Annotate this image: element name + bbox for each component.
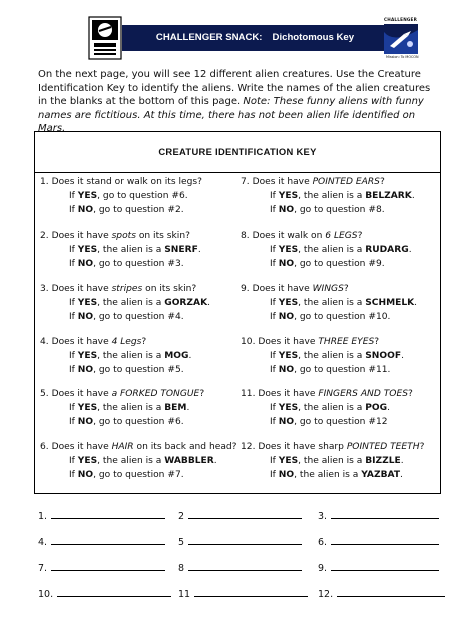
answer-blank-line[interactable] (337, 595, 445, 597)
challenger-logo-subcaption: Mission: To MOCON (386, 55, 419, 59)
question-number: 8. (241, 231, 253, 241)
no-label: NO (77, 205, 94, 215)
no-line (241, 363, 404, 377)
note-text: These funny aliens with funny names are fictitious. At this time, there has not been alien life identified on Mars. (38, 96, 424, 134)
alien-name: SCHMELK (365, 298, 415, 308)
question-number: 5. (40, 389, 52, 399)
answer-blank-line[interactable] (194, 595, 308, 597)
question-line (40, 229, 201, 243)
title-banner (122, 25, 384, 69)
alien-name: POG (365, 403, 388, 413)
intro-text: On the next page, you will see 12 different alien creatures. Use the Creature Identification Key to identify the aliens. Write the names of the alien creatures in the blanks at the bottom of this page. (38, 69, 431, 107)
yes-text: , the alien is a (298, 351, 366, 361)
key-question (241, 282, 417, 324)
if-word: If (69, 417, 78, 427)
question-text: Does it have (51, 389, 112, 399)
answer-blank-line[interactable] (188, 543, 302, 545)
alien-name: SNOOF (365, 351, 402, 361)
yes-text: , the alien is a (298, 456, 366, 466)
question-text: Does it have sharp (258, 442, 347, 452)
if-word: If (69, 470, 78, 480)
answer-blank-line[interactable] (188, 569, 302, 571)
yes-line (40, 243, 201, 257)
no-label: NO (77, 259, 94, 269)
period: . (186, 403, 190, 413)
yes-text: , the alien is a (97, 298, 165, 308)
no-label: NO (278, 365, 295, 375)
question-number: 11. (241, 389, 259, 399)
yes-line (40, 189, 202, 203)
yes-text: , the alien is a (97, 351, 165, 361)
answer-blank-line[interactable] (51, 543, 165, 545)
answer-blank-line[interactable] (331, 543, 439, 545)
period: . (401, 351, 404, 361)
if-word: If (69, 259, 78, 269)
answer-field[interactable] (178, 563, 302, 574)
question-line (241, 229, 412, 243)
if-word: If (270, 205, 279, 215)
question-text: Does it have (258, 337, 319, 347)
question-text: Does it have (51, 442, 112, 452)
key-question (40, 175, 202, 217)
alien-name: YAZBAT (361, 470, 401, 480)
yes-text: , the alien is a (298, 403, 366, 413)
no-label: NO (278, 205, 295, 215)
no-line (40, 257, 201, 271)
answer-number: 12. (318, 589, 334, 600)
yes-text: , the alien is a (298, 298, 366, 308)
challenger-logo-caption: CHALLENGER (384, 17, 418, 22)
if-word: If (270, 191, 279, 201)
key-question (241, 175, 415, 217)
if-word: If (270, 298, 279, 308)
key-question (40, 387, 204, 429)
answer-number: 9. (318, 563, 328, 574)
if-word: If (69, 191, 78, 201)
no-line (241, 257, 412, 271)
question-emphasis: stripes (111, 284, 143, 294)
question-line (241, 335, 404, 349)
period: . (387, 403, 391, 413)
yes-text: , the alien is a (97, 245, 165, 255)
question-emphasis: FINGERS AND TOES (318, 389, 408, 399)
yes-line (241, 243, 412, 257)
answer-field[interactable] (178, 511, 302, 522)
answer-field[interactable] (178, 537, 302, 548)
answer-number: 4. (38, 537, 48, 548)
answer-number: 8 (178, 563, 185, 574)
if-word: If (270, 470, 279, 480)
no-text: , go to question #5. (93, 365, 184, 375)
answer-blank-line[interactable] (51, 517, 165, 519)
if-word: If (69, 205, 78, 215)
question-number: 12. (241, 442, 259, 452)
if-word: If (69, 312, 78, 322)
period: . (411, 191, 415, 201)
alien-name: MOG (164, 351, 189, 361)
no-label: NO (278, 259, 295, 269)
question-number: 6. (40, 442, 52, 452)
yes-label: YES (77, 298, 98, 308)
question-number: 1. (40, 177, 52, 187)
intro-paragraph (38, 68, 438, 136)
question-line (40, 335, 191, 349)
answer-field[interactable] (318, 537, 439, 548)
no-text: , go to question #2. (93, 205, 184, 215)
if-word: If (69, 298, 78, 308)
question-emphasis: 4 Legs (111, 337, 142, 347)
no-line (40, 415, 204, 429)
if-word: If (69, 365, 78, 375)
question-number: 3. (40, 284, 52, 294)
no-line (40, 310, 210, 324)
question-text-end: on its skin? (135, 231, 190, 241)
answer-number: 11 (178, 589, 191, 600)
question-text: Does it walk on (252, 231, 326, 241)
note-label: Note: (243, 96, 271, 107)
question-number: 10. (241, 337, 259, 347)
no-text: , go to question #11. (294, 365, 391, 375)
key-question (40, 229, 201, 271)
yes-label: YES (77, 351, 98, 361)
question-number: 7. (241, 177, 253, 187)
no-line (40, 363, 191, 377)
question-line (241, 282, 417, 296)
no-line (40, 468, 237, 482)
answer-field[interactable] (38, 537, 165, 548)
answer-number: 10. (38, 589, 54, 600)
no-label: NO (278, 470, 295, 480)
no-line (40, 203, 202, 217)
question-number: 4. (40, 337, 52, 347)
no-label: NO (77, 312, 94, 322)
if-word: If (270, 245, 279, 255)
yes-text: , the alien is a (97, 403, 165, 413)
question-text: Does it have (252, 284, 313, 294)
question-text-end: ? (419, 442, 425, 452)
question-text-end: ? (141, 337, 147, 347)
answer-number: 1. (38, 511, 48, 522)
if-word: If (270, 365, 279, 375)
yes-label: YES (278, 191, 299, 201)
yes-text: , go to question #6. (97, 191, 188, 201)
yes-line (40, 454, 237, 468)
answer-field[interactable] (38, 589, 171, 600)
question-text-end: ? (407, 389, 413, 399)
question-emphasis: THREE EYES (318, 337, 375, 347)
question-text: Does it have (51, 231, 112, 241)
answer-field[interactable] (318, 589, 445, 600)
question-emphasis: 6 LEGS (325, 231, 358, 241)
question-text-end: ? (343, 284, 349, 294)
yes-text: , the alien is a (97, 456, 165, 466)
yes-label: YES (278, 245, 299, 255)
question-text: Does it stand or walk on its legs? (51, 177, 202, 187)
question-text-end: ? (199, 389, 205, 399)
period: . (408, 245, 412, 255)
no-text: , go to question #10. (294, 312, 391, 322)
alien-name: RUDARG (365, 245, 409, 255)
yes-line (241, 454, 424, 468)
if-word: If (270, 403, 279, 413)
no-text: , go to question #4. (93, 312, 184, 322)
alien-name: GORZAK (164, 298, 208, 308)
answer-number: 7. (38, 563, 48, 574)
period: . (400, 456, 404, 466)
answer-blank-line[interactable] (51, 569, 165, 571)
answer-field[interactable] (178, 589, 308, 600)
answer-blank-line[interactable] (57, 595, 171, 597)
if-word: If (69, 403, 78, 413)
period: . (197, 245, 201, 255)
yes-text: , the alien is a (298, 245, 366, 255)
no-line (241, 203, 415, 217)
no-text: , go to question #6. (93, 417, 184, 427)
if-word: If (270, 312, 279, 322)
yes-label: YES (77, 245, 98, 255)
yes-line (241, 401, 413, 415)
question-text: Does it have (252, 177, 313, 187)
question-emphasis: a FORKED TONGUE (111, 389, 200, 399)
challenger-logo (384, 18, 418, 62)
answer-number: 2 (178, 511, 185, 522)
alien-name: BELZARK (365, 191, 412, 201)
no-line (241, 310, 417, 324)
no-line (241, 415, 413, 429)
yes-text: , the alien is a (298, 191, 366, 201)
question-emphasis: WINGS (312, 284, 344, 294)
if-word: If (270, 456, 279, 466)
question-text: Does it have (51, 337, 112, 347)
yes-line (241, 349, 404, 363)
yes-line (241, 189, 415, 203)
question-number: 9. (241, 284, 253, 294)
question-line (241, 387, 413, 401)
answer-field[interactable] (38, 511, 165, 522)
answer-number: 5 (178, 537, 185, 548)
yes-line (40, 349, 191, 363)
if-word: If (69, 351, 78, 361)
no-label: NO (77, 365, 94, 375)
answer-blank-line[interactable] (331, 517, 439, 519)
alien-name: WABBLER (164, 456, 214, 466)
alien-name: SNERF (164, 245, 198, 255)
question-text: Does it have (258, 389, 319, 399)
if-word: If (270, 417, 279, 427)
answer-blank-line[interactable] (188, 517, 302, 519)
nasa-logo (88, 16, 122, 60)
question-emphasis: POINTED TEETH (346, 442, 420, 452)
if-word: If (69, 456, 78, 466)
answer-number: 3. (318, 511, 328, 522)
banner-subtitle: Dichotomous Key Identification (225, 32, 355, 69)
key-question (40, 335, 191, 377)
yes-line (241, 296, 417, 310)
key-question (241, 335, 404, 377)
no-text: , go to question #9. (294, 259, 385, 269)
question-line (40, 440, 237, 454)
yes-label: YES (278, 351, 299, 361)
question-emphasis: POINTED EARS (312, 177, 380, 187)
period: . (400, 470, 403, 480)
no-text: , go to question #7. (93, 470, 184, 480)
yes-label: YES (77, 191, 98, 201)
key-question (40, 440, 237, 482)
answer-field[interactable] (318, 563, 439, 574)
no-text: , the alien is a (294, 470, 362, 480)
answer-blank-line[interactable] (331, 569, 439, 571)
no-line (241, 468, 424, 482)
question-line (241, 440, 424, 454)
no-label: NO (278, 417, 295, 427)
if-word: If (270, 351, 279, 361)
no-label: NO (77, 470, 94, 480)
answer-field[interactable] (38, 563, 165, 574)
if-word: If (69, 245, 78, 255)
question-line (241, 175, 415, 189)
banner-title: CHALLENGER SNACK: (155, 32, 263, 43)
question-line (40, 387, 204, 401)
question-text-end: ? (374, 337, 380, 347)
key-question (241, 229, 412, 271)
question-number: 2. (40, 231, 52, 241)
alien-name: BEM (164, 403, 187, 413)
yes-line (40, 296, 210, 310)
question-text-end: ? (379, 177, 385, 187)
no-text: , go to question #3. (93, 259, 184, 269)
key-question (40, 282, 210, 324)
key-title: CREATURE IDENTIFICATION KEY (35, 132, 440, 173)
question-text: Does it have (51, 284, 112, 294)
yes-label: YES (77, 403, 98, 413)
identification-key-table (34, 131, 441, 494)
question-line (40, 282, 210, 296)
no-label: NO (278, 312, 295, 322)
question-emphasis: HAIR (111, 442, 134, 452)
period: . (207, 298, 211, 308)
no-text: , go to question #8. (294, 205, 385, 215)
answer-number: 6. (318, 537, 328, 548)
question-emphasis: spots (111, 231, 136, 241)
key-question (241, 387, 413, 429)
no-text: , go to question #12 (294, 417, 388, 427)
question-line (40, 175, 202, 189)
question-text-end: on its back and head? (133, 442, 237, 452)
answer-field[interactable] (318, 511, 439, 522)
period: . (414, 298, 418, 308)
yes-label: YES (278, 298, 299, 308)
yes-line (40, 401, 204, 415)
alien-name: BIZZLE (365, 456, 401, 466)
if-word: If (270, 259, 279, 269)
question-text-end: on its skin? (142, 284, 197, 294)
key-question (241, 440, 424, 482)
yes-label: YES (77, 456, 98, 466)
yes-label: YES (278, 403, 299, 413)
no-label: NO (77, 417, 94, 427)
period: . (188, 351, 192, 361)
yes-label: YES (278, 456, 299, 466)
question-text-end: ? (357, 231, 363, 241)
period: . (213, 456, 217, 466)
